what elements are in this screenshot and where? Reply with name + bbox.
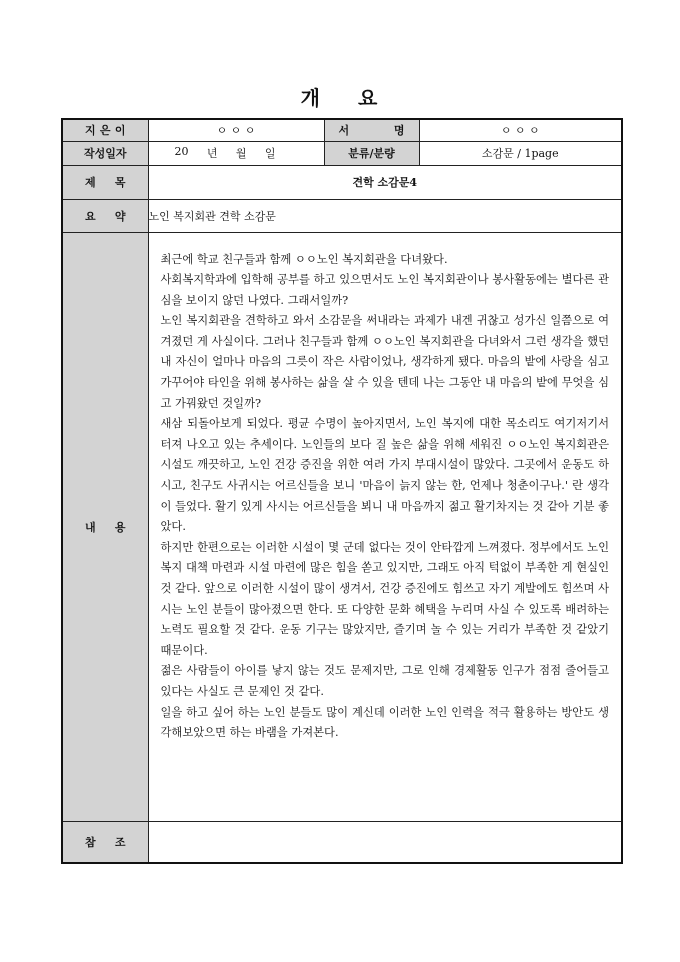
content-paragraph: 일을 하고 싶어 하는 노인 분들도 많이 계신데 이러한 노인 인력을 적극 활용하는 방안도 생각해보았으면 하는 바램을 가져본다. (160, 705, 609, 740)
category-value: 소감문 / 1page (419, 141, 622, 165)
category-label: 분류/분량 (324, 141, 419, 165)
subject-row (62, 165, 622, 199)
content-paragraph: 노인 복지회관을 견학하고 와서 소감문을 써내라는 과제가 내겐 귀찮고 성가신 일쯤으로 여겨졌던 게 사실이다. 그러나 친구들과 함께 ㅇㅇ노인 복지회관을 다녀와서 그런 생각을 했던 내 자신이 얼마나 마음의 그릇이 작은 사람이었나, 생각하게 됐다. 마음의 밭에 사랑을 심고 가꾸어야 타인을 위해 봉사하는 삶을 살 수 있을 텐데 나는 그동안 내 마음의 밭에 무엇을 심고 가꿔왔던 것일까? (160, 314, 609, 410)
content-body (149, 233, 622, 754)
book-value: ㅇ ㅇ ㅇ (419, 119, 622, 141)
report-form (61, 118, 623, 864)
content-paragraph: 젊은 사람들이 아이를 낳지 않는 것도 문제지만, 그로 인해 경제활동 인구가 점점 줄어들고 있다는 사실도 큰 문제인 것 같다. (160, 664, 609, 698)
content-paragraph: 사회복지학과에 입학해 공부를 하고 있으면서도 노인 복지회관이나 봉사활동에는 별다른 관심을 보이지 않던 나였다. 그래서일까? (160, 273, 609, 307)
content-label: 내 용 (62, 232, 148, 821)
date-row (62, 141, 622, 165)
date-label: 작성일자 (62, 141, 148, 165)
summary-value: 노인 복지회관 견학 소감문 (148, 199, 622, 232)
date-month-unit: 월 (235, 147, 247, 160)
reference-value (148, 821, 622, 863)
date-value (148, 141, 324, 165)
title-char-1: 개 (300, 86, 322, 110)
subject-label: 제 목 (62, 165, 148, 199)
date-year-unit: 년 (206, 147, 218, 160)
content-paragraph: 새삼 되돌아보게 되었다. 평균 수명이 높아지면서, 노인 복지에 대한 목소리도 여기저기서 터져 나오고 있는 추세이다. 노인들의 보다 질 높은 삶을 위해 세워진 ㅇㅇ노인 복지회관은 시설도 깨끗하고, 노인 건강 증진을 위한 여러 가지 부대시설이 많았다. 그곳에서 운동도 하시고, 친구도 사귀시는 어르신들을 보니 '마음이 늙지 않는 한, 언제나 청춘이구나.' 란 생각이 들었다. 활기 있게 사시는 어르신들을 뵈니 내 마음까지 젊고 활기차지는 것 같아 기분 좋았다. (160, 417, 609, 534)
author-value: ㅇ ㅇ ㅇ (148, 119, 324, 141)
subject-value: 견학 소감문4 (148, 165, 622, 199)
content-paragraph: 하지만 한편으로는 이러한 시설이 몇 군데 없다는 것이 안타깝게 느껴졌다. 정부에서도 노인 복지 대책 마련과 시설 마련에 많은 힘을 쏟고 있지만, 그래도 아직 턱없이 부족한 게 현실인 것 같다. 앞으로 이러한 시설이 많이 생겨서, 건강 증진에도 힘쓰고 자기 계발에도 힘쓰며 사시는 노인 분들이 많아졌으면 한다. 또 다양한 문화 혜택을 누리며 사실 수 있도록 배려하는 노력도 필요할 것 같다. 운동 기구는 많았지만, 즐기며 놀 수 있는 거리가 부족한 것 같았기 때문이다. (160, 540, 609, 657)
page-title (0, 82, 680, 111)
book-label: 서 명 (324, 119, 419, 141)
reference-label: 참 조 (62, 821, 148, 863)
date-day-unit: 일 (264, 147, 276, 160)
content-row (62, 232, 622, 821)
reference-row (62, 821, 622, 863)
date-year: 20 (174, 145, 189, 158)
content-paragraph: 최근에 학교 친구들과 함께 ㅇㅇ노인 복지회관을 다녀왔다. (160, 252, 448, 266)
author-row (62, 119, 622, 141)
summary-row (62, 199, 622, 232)
summary-label: 요 약 (62, 199, 148, 232)
title-char-2: 요 (358, 86, 380, 110)
author-label: 지 은 이 (62, 119, 148, 141)
content-cell (148, 232, 622, 821)
